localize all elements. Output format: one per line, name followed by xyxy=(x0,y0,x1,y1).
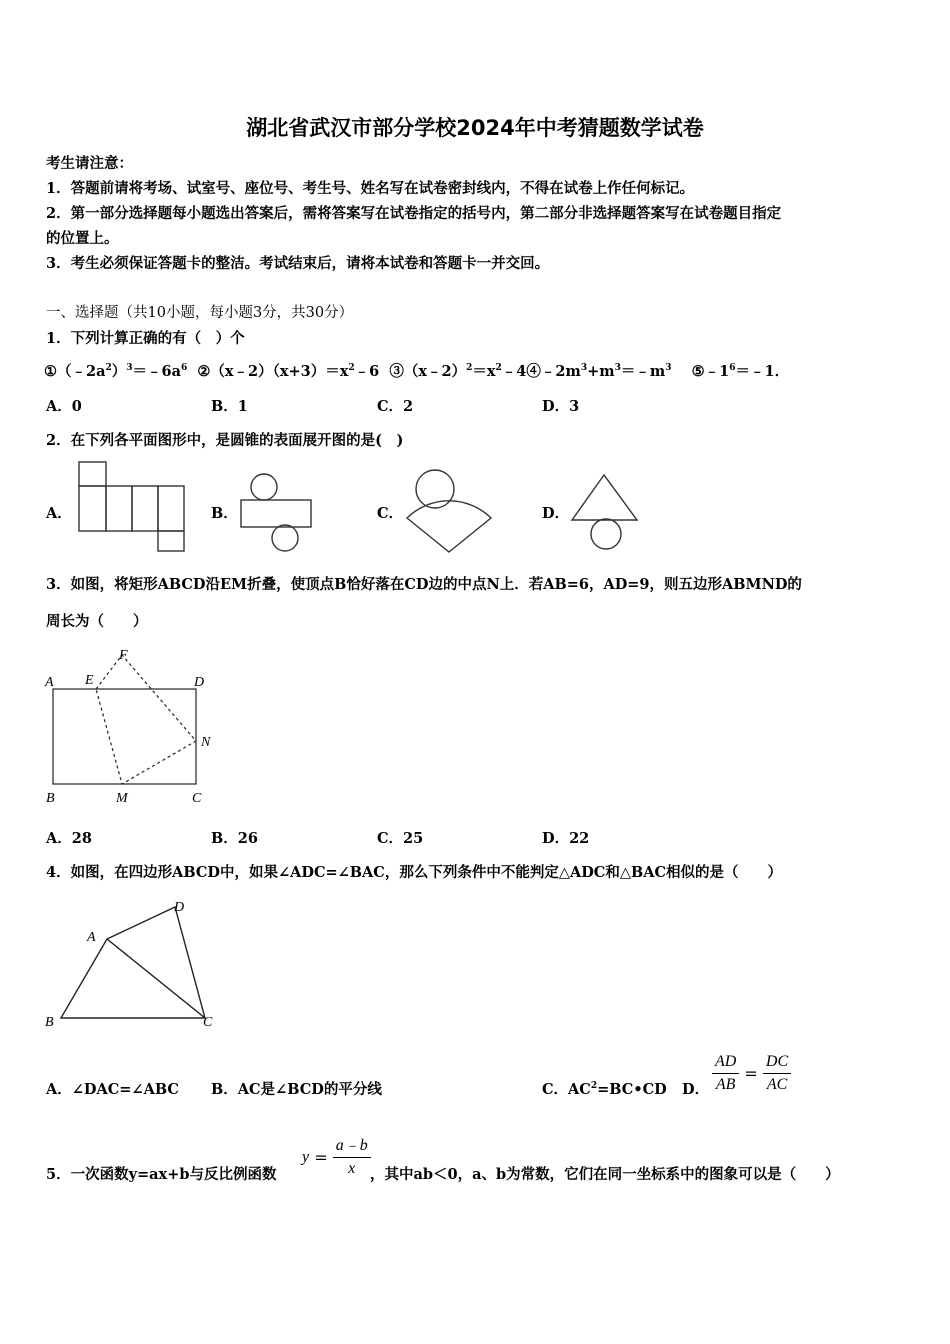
q4-label-b: B xyxy=(45,1015,54,1030)
notice-item-1: 1．答题前请将考场、试室号、座位号、考生号、姓名写在试卷密封线内，不得在试卷上作任何标记。 xyxy=(46,180,695,197)
section-heading: 一、选择题（共10小题，每小题3分，共30分） xyxy=(46,305,354,321)
q2-figure-d-pyramid-net xyxy=(568,470,642,552)
q4-option-d-fraction: $\frac{AD}{AB}$ = $\frac{DC}{AC}$ xyxy=(712,1051,791,1096)
q3-stem-line2: 周长为（ ） xyxy=(46,613,148,630)
q3-label-b: B xyxy=(46,791,55,806)
q1-option-b: B．1 xyxy=(211,398,248,415)
q3-stem-line1: 3．如图，将矩形ABCD沿EM折叠，使顶点B恰好落在CD边的中点N上．若AB=6，AD=9，则五边形ABMND的 xyxy=(46,576,802,593)
q1-expressions: $①(﹣2a^2)^3=﹣6a^6$ $②(x﹣2)(x+3)=x^2﹣6$ $③(x﹣2)^2=x^2﹣4④﹣2m^3+m^3=﹣m^3$ $⑤﹣1^6=﹣1$． xyxy=(44,363,790,380)
q3-figure-rectangle-fold xyxy=(40,645,225,810)
q5-stem-part1: 5．一次函数y=ax+b与反比例函数 xyxy=(46,1166,277,1183)
q2-figure-a-cube-net xyxy=(74,458,188,554)
q3-label-n: N xyxy=(201,735,211,750)
q1-stem: 1．下列计算正确的有（ ）个 xyxy=(46,330,245,347)
q4-option-d: D． xyxy=(682,1081,710,1098)
q3-label-c: C xyxy=(192,791,202,806)
q4-stem: 4．如图，在四边形ABCD中，如果∠ADC=∠BAC，那么下列条件中不能判定△ADC和△BAC相似的是（ ） xyxy=(46,864,783,881)
notice-item-2: 2．第一部分选择题每小题选出答案后，需将答案写在试卷指定的括号内，第二部分非选择题答案写在试卷题目指定 xyxy=(46,205,782,222)
q3-label-f: F xyxy=(119,648,128,663)
q4-label-d: D xyxy=(174,900,185,915)
q4-option-a: A．∠DAC=∠ABC xyxy=(46,1081,179,1098)
q3-label-e: E xyxy=(85,673,94,688)
q2-label-d: D． xyxy=(542,505,570,522)
q1-option-d: D．3 xyxy=(542,398,580,415)
q5-inverse-function: y = $\frac{a﹣b}{x}$ xyxy=(302,1135,371,1180)
q1-option-a: A．0 xyxy=(46,398,82,415)
q4-figure-quadrilateral xyxy=(40,895,220,1035)
notice-heading: 考生请注意： xyxy=(46,155,133,172)
q4-option-c: C．$AC^2=BC•CD$ xyxy=(542,1081,667,1098)
notice-item-2-cont: 的位置上。 xyxy=(46,230,119,247)
page-title: 湖北省武汉市部分学校2024年中考猜题数学试卷 xyxy=(246,116,704,140)
q4-label-a: A xyxy=(87,930,96,945)
q3-option-a: A．28 xyxy=(46,830,92,847)
q4-label-c: C xyxy=(203,1015,213,1030)
q2-stem: 2．在下列各平面图形中，是圆锥的表面展开图的是( ) xyxy=(46,432,404,449)
q2-figure-c-cone-net xyxy=(402,468,496,558)
q3-label-d: D xyxy=(194,675,205,690)
q4-option-b: B．AC是∠BCD的平分线 xyxy=(211,1081,382,1098)
q2-label-a: A． xyxy=(46,505,72,522)
q3-option-b: B．26 xyxy=(211,830,258,847)
q3-label-a: A xyxy=(45,675,54,690)
q2-figure-b-cylinder-net xyxy=(236,471,316,555)
notice-item-3: 3．考生必须保证答题卡的整洁。考试结束后，请将本试卷和答题卡一并交回。 xyxy=(46,255,550,272)
q3-option-d: D．22 xyxy=(542,830,590,847)
q5-stem-part2: ，其中ab＜0，a、b为常数，它们在同一坐标系中的图象可以是（ ） xyxy=(370,1166,840,1183)
q2-label-b: B． xyxy=(211,505,238,522)
q3-option-c: C．25 xyxy=(377,830,424,847)
q1-option-c: C．2 xyxy=(377,398,414,415)
q2-label-c: C． xyxy=(377,505,404,522)
q3-label-m: M xyxy=(116,791,128,806)
